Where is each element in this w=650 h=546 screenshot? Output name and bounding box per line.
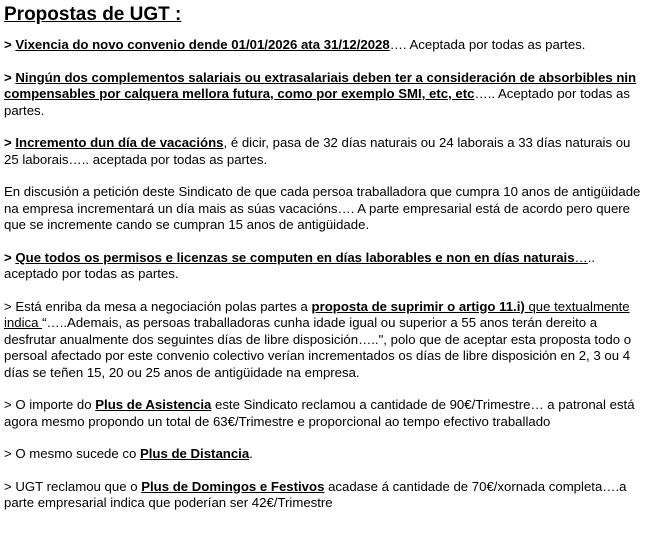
proposal-heading: Que todos os permisos e licenzas se computen en días laborables e non en días naturais xyxy=(15,249,575,265)
bullet-prefix: > xyxy=(4,249,16,265)
bullet-prefix: > xyxy=(4,69,16,85)
proposal-vacation xyxy=(4,135,646,168)
proposal-intro: > Está enriba da mesa a negociación polas partes a xyxy=(4,298,312,314)
bullet-prefix: > xyxy=(4,135,16,150)
proposal-heading: Plus de Asistencia xyxy=(95,397,212,412)
proposal-intro: > O importe do xyxy=(4,397,96,412)
proposal-heading: Vixencia do novo convenio dende 01/01/2026 ata 31/12/2028 xyxy=(15,37,390,52)
proposal-heading: Incremento dun día de vacacións xyxy=(15,135,224,150)
proposal-heading: Plus de Distancia xyxy=(139,446,250,461)
proposal-complements xyxy=(4,70,646,120)
proposal-ellipsis: … xyxy=(574,249,588,265)
proposal-status: .. aceptado por todas as partes. xyxy=(4,249,596,281)
proposal-attendance-bonus xyxy=(4,397,646,430)
proposal-article-11i xyxy=(4,299,646,382)
proposal-heading: Ningún dos complementos salariais ou extrasalariais deben ter a consideración de absorbibles nin compensables por calquera mellora futura, como por exemplo SMI, etc, etc xyxy=(4,69,637,101)
discussion-seniority: En discusión a petición deste Sindicato de que cada persoa traballadora que cumpra 10 anos de antigüidade na empresa incrementará un día mais as súas vacacións…. A parte empresarial está de acordo pero quere que se incremente cando se cumpran 15 anos de antigüidade. xyxy=(4,184,641,232)
proposal-permits xyxy=(4,250,646,283)
proposal-status: este Sindicato reclamou a cantidade de 90€/Trimestre… a patronal está agora mesmo propondo un total de 63€/Trimestre e proporcional ao tempo efectivo traballado xyxy=(4,397,635,429)
proposal-underlined: que textualmente indica xyxy=(4,298,630,330)
proposal-distance-bonus xyxy=(4,446,646,463)
proposal-heading: proposta de suprimir o artigo 11.i) xyxy=(311,298,525,314)
proposal-validity xyxy=(4,37,646,54)
proposal-status: ….. Aceptado por todas as partes. xyxy=(4,86,630,118)
proposal-intro: > O mesmo sucede co xyxy=(4,446,140,461)
proposal-heading: Plus de Domingos e Festivos xyxy=(141,478,325,494)
proposal-status: . xyxy=(249,446,253,461)
proposal-status: acadase á cantidade de 70€/xornada completa….a parte empresarial indica que poderían ser 42€/Trimestre xyxy=(4,478,627,510)
bullet-prefix: > xyxy=(4,37,16,52)
proposal-quote: “…..Ademais, as persoas traballadoras cunha idade igual ou superior a 55 anos terán dereito a desfrutar anualmente dos seguintes días de libre disposición…..", polo que de aceptar esta proposta todo o persoal afectado por este convenio colectivo verían incrementados os días de libre disposición en 2, 3 ou 4 días se teñen 15, 20 ou 25 anos de antigüidade na empresa. xyxy=(4,315,632,380)
proposal-status: , é dicir, pasa de 32 días naturais ou 24 laborais a 33 días naturais ou 25 laborais….. aceptada por todas as partes. xyxy=(4,135,631,167)
proposal-holidays-bonus xyxy=(4,479,646,512)
proposal-status: …. Aceptada por todas as partes. xyxy=(389,37,586,52)
page-title: Propostas de UGT : xyxy=(4,4,182,25)
proposal-intro: > UGT reclamou que o xyxy=(4,478,142,494)
